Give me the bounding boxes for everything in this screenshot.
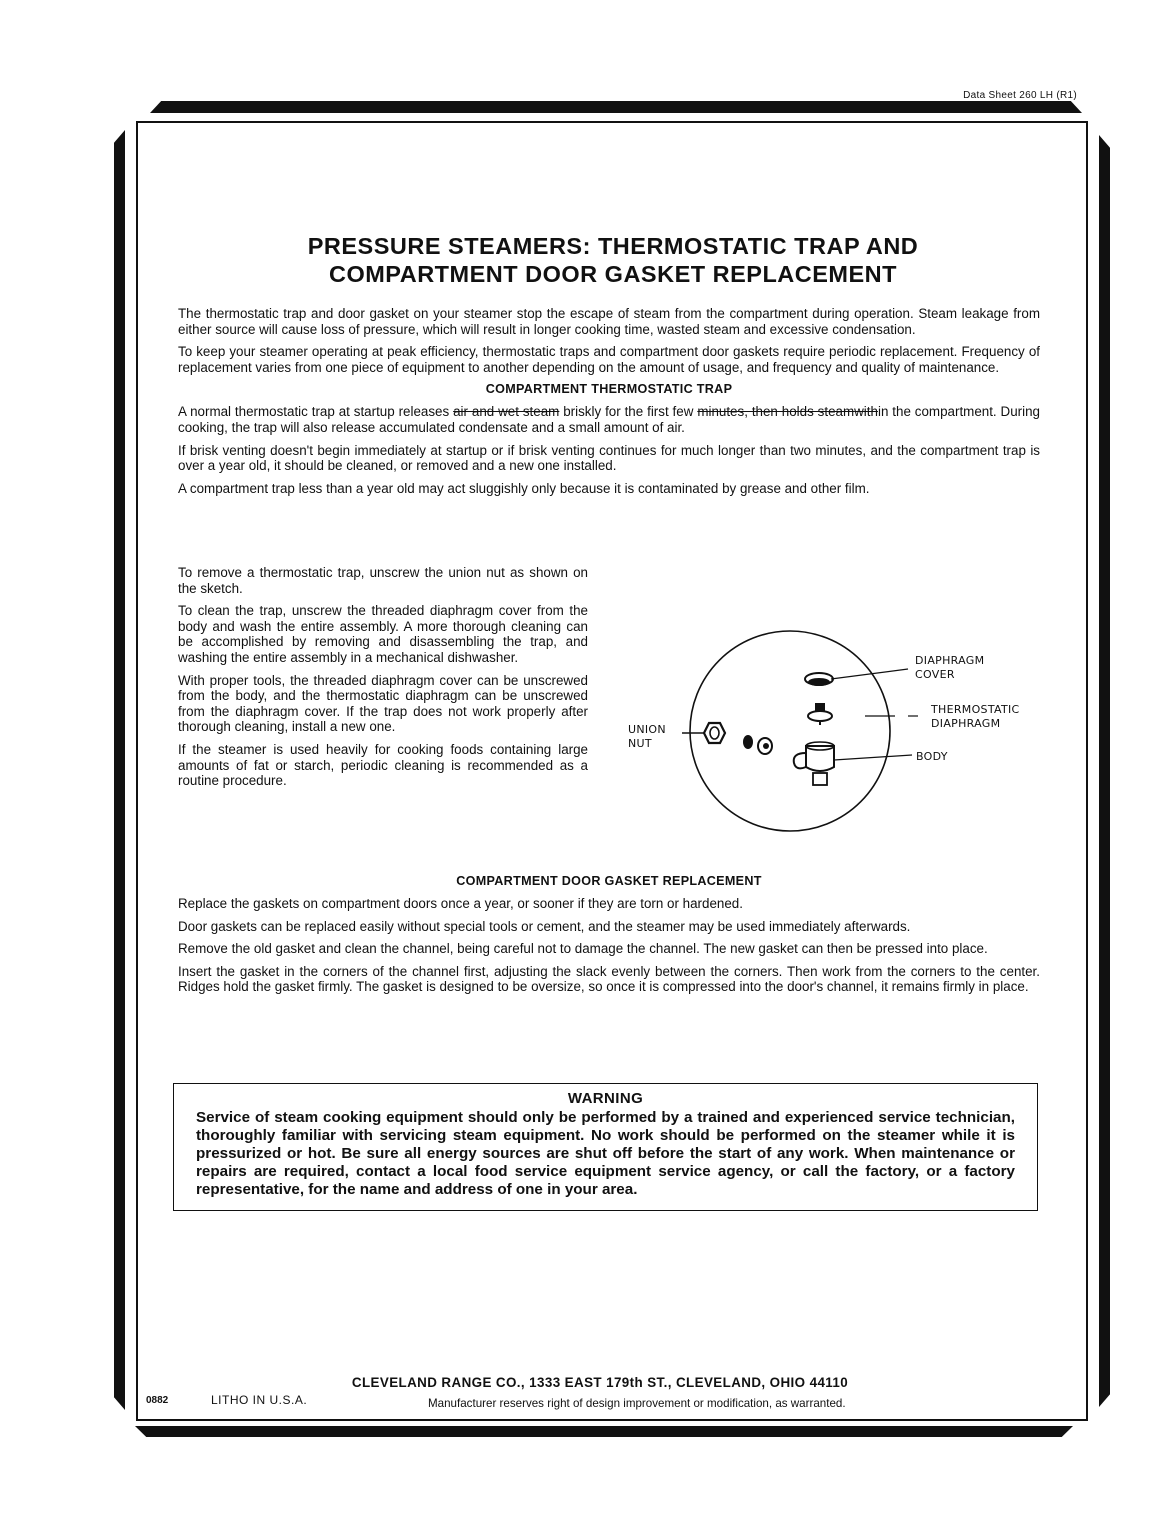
gasket-paragraph-3: Remove the old gasket and clean the channel, being careful not to damage the channel. The new gasket can then be pressed into place.	[178, 941, 988, 957]
data-sheet-label: Data Sheet 260 LH (R1)	[963, 90, 1077, 101]
union-nut-label	[628, 723, 666, 751]
footer-code: 0882	[146, 1395, 169, 1406]
upper-text	[178, 306, 1040, 503]
thermostatic-diaphragm-icon	[808, 703, 918, 725]
thermo-label-line-2: DIAPHRAGM	[931, 717, 1001, 730]
trap-p1-strike-1: air and wet steam	[453, 404, 560, 420]
warning-text: Service of steam cooking equipment should only be performed by a trained and experienced service technician, thoroughly familiar with servicing steam equipment. No work should be performed on the steamer while it is pressurized or hot. Be sure all energy sources are shut off before the start of any work. When maintenance or repairs are required, contact a local food service equipment service agency, or call the factory, or a factory representative, for the name and address of one in your area.	[196, 1109, 1015, 1198]
trap-remove-paragraph: To remove a thermostatic trap, unscrew the union nut as shown on the sketch.	[178, 565, 588, 596]
top-border-bar	[150, 101, 1082, 113]
gasket-paragraph-2: Door gaskets can be replaced easily without special tools or cement, and the steamer may be used immediately afterwards.	[178, 918, 911, 934]
title-line-1: PRESSURE STEAMERS: THERMOSTATIC TRAP AND	[307, 233, 919, 259]
company-address: CLEVELAND RANGE CO., 1333 EAST 179th ST., CLEVELAND, OHIO 44110	[351, 1375, 849, 1390]
diaphragm-cover-label	[915, 654, 984, 682]
trap-body-icon	[794, 742, 912, 785]
bottom-border-bar	[135, 1426, 1073, 1437]
litho-label: LITHO IN U.S.A.	[211, 1393, 308, 1407]
union-label-line-2: NUT	[628, 737, 652, 750]
cover-label-line-2: COVER	[915, 668, 955, 681]
title-line-2: COMPARTMENT DOOR GASKET REPLACEMENT	[328, 261, 897, 287]
reserve-note: Manufacturer reserves right of design improvement or modification, as warranted.	[428, 1397, 846, 1410]
union-label-line-1: UNION	[628, 723, 666, 736]
trap-heavy-use-paragraph: If the steamer is used heavily for cooking foods containing large amounts of fat or starch, periodic cleaning is recommended as a routine procedure.	[178, 741, 588, 789]
trap-diagram	[620, 615, 1050, 840]
trap-section-heading: COMPARTMENT THERMOSTATIC TRAP	[485, 382, 733, 397]
gasket-paragraph-4: Insert the gasket in the corners of the channel first, adjusting the slack evenly between the corners. Then work from the corners to the center. Ridges hold the gasket firmly. The gasket is designed to be oversize, so once it is compressed into the door's channel, it remains firmly in place.	[178, 963, 1040, 995]
gasket-paragraph-1: Replace the gaskets on compartment doors once a year, or sooner if they are torn or hardened.	[178, 896, 743, 911]
trap-p1-strike-2: minutes, then holds steam	[697, 404, 855, 420]
trap-paragraph-1	[178, 404, 1040, 435]
right-border-bar	[1099, 135, 1110, 1407]
gasket-section	[178, 868, 1040, 1002]
gasket-section-heading: COMPARTMENT DOOR GASKET REPLACEMENT	[456, 874, 762, 888]
trap-paragraph-2: If brisk venting doesn't begin immediately at startup or if brisk venting continues for much longer than two minutes, and the compartment trap is over a year old, it should be cleaned, or removed and a new one installed.	[178, 442, 1040, 474]
intro-paragraph-2: To keep your steamer operating at peak efficiency, thermostatic traps and compartment door gaskets require periodic replacement. Frequency of replacement varies from one piece of equipment to another depending on the amount of usage, and frequency and quality of maintenance.	[178, 344, 1040, 375]
body-label: BODY	[916, 750, 948, 763]
trap-p1-mid: briskly for the first few	[563, 404, 694, 420]
trap-clean-paragraph: To clean the trap, unscrew the threaded diaphragm cover from the body and wash the entire assembly. A more thorough cleaning can be accomplished by removing and disassembling the trap, and washing the entire assembly in a mechanical dishwasher.	[178, 603, 588, 665]
trap-p1-end: in the compartment. During cooking, the trap will also release accumulated condensate and a small amount of air.	[178, 404, 1040, 435]
trap-p1-strike-3: with	[854, 404, 878, 420]
warning-box	[173, 1083, 1038, 1211]
trap-paragraph-3: A compartment trap less than a year old may act sluggishly only because it is contaminated by grease and other film.	[178, 480, 870, 496]
union-nut-icon	[682, 723, 725, 743]
small-fitting-icon	[743, 735, 772, 754]
trap-tools-paragraph: With proper tools, the threaded diaphragm cover can be unscrewed from the body, and the thermostatic diaphragm can be unscrewed from the diaphragm cover. If the trap does not work properly after thorough cleaning, install a new one.	[178, 672, 588, 735]
intro-paragraph-1: The thermostatic trap and door gasket on your steamer stop the escape of steam from the compartment during operation. Steam leakage from either source will cause loss of pressure, which will result in longer cooking time, wasted steam and excessive condensation.	[178, 306, 1040, 337]
cover-label-line-1: DIAPHRAGM	[915, 654, 985, 667]
thermo-label-line-1: THERMOSTATIC	[931, 703, 1020, 716]
left-border-bar	[114, 130, 125, 1410]
page-title	[178, 232, 1048, 288]
diaphragm-cover-icon	[805, 669, 908, 686]
trap-left-column	[178, 565, 588, 796]
warning-title: WARNING	[567, 1090, 644, 1107]
thermostatic-diaphragm-label	[931, 703, 1020, 731]
sketch-circle	[690, 631, 890, 831]
trap-p1-start: A normal thermostatic trap at startup releases	[178, 404, 450, 420]
